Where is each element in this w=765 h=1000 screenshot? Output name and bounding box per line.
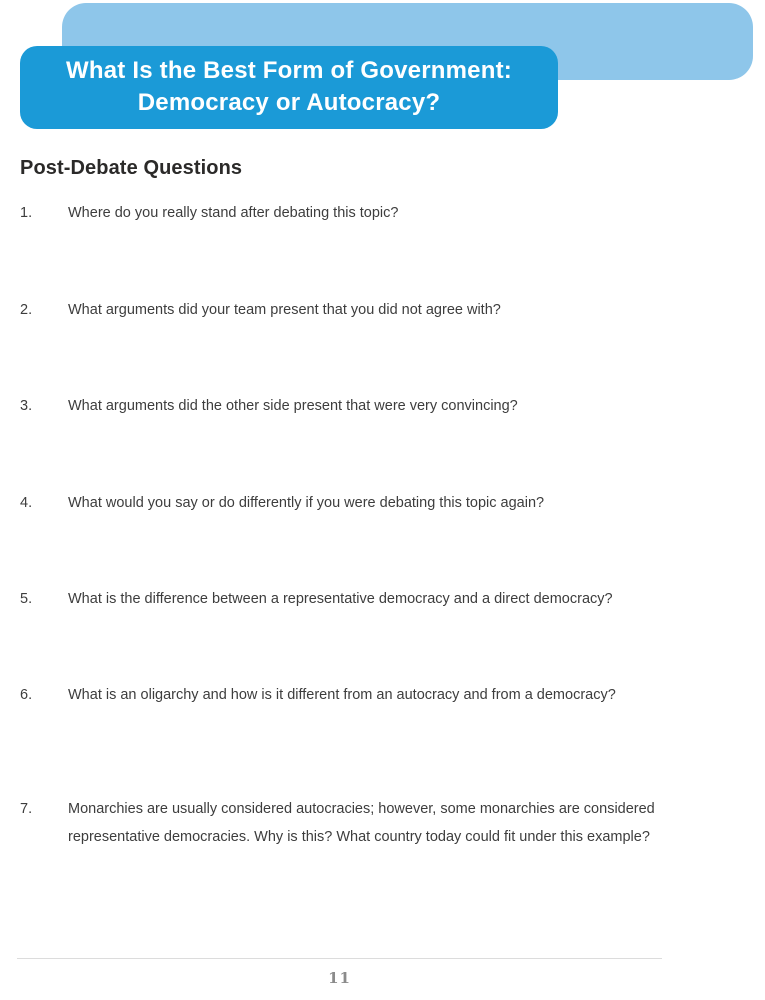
question-item (20, 681, 680, 709)
page-title-line-2: Democracy or Autocracy? (137, 88, 441, 116)
question-number: 7. (20, 801, 33, 817)
page-title-line-1: What Is the Best Form of Government: (66, 56, 512, 84)
question-number: 6. (20, 687, 33, 703)
question-text: What arguments did the other side present that were very convincing? (68, 398, 518, 414)
section-heading: Post-Debate Questions (20, 157, 243, 179)
question-item (20, 392, 680, 420)
question-number: 3. (20, 398, 33, 414)
question-item (20, 199, 680, 227)
question-item (20, 489, 680, 517)
question-number: 5. (20, 591, 33, 607)
question-number: 1. (20, 205, 33, 221)
question-item (20, 585, 680, 613)
header-title-box (20, 46, 558, 129)
question-text: What is an oligarchy and how is it different from an autocracy and from a democracy? (68, 687, 616, 703)
question-text: What would you say or do differently if you were debating this topic again? (68, 495, 545, 511)
question-text: Monarchies are usually considered autocracies; however, some monarchies are considered representative democracies. Why is this? What country today could fit under this example? (68, 801, 655, 845)
question-text: Where do you really stand after debating this topic? (68, 205, 399, 221)
question-text: What is the difference between a representative democracy and a direct democracy? (68, 591, 613, 607)
question-text: What arguments did your team present that you did not agree with? (68, 302, 501, 318)
question-number: 4. (20, 495, 33, 511)
footer-divider (17, 958, 662, 959)
question-item (20, 795, 680, 851)
page-number: 11 (328, 969, 351, 987)
question-item (20, 296, 680, 324)
question-number: 2. (20, 302, 33, 318)
